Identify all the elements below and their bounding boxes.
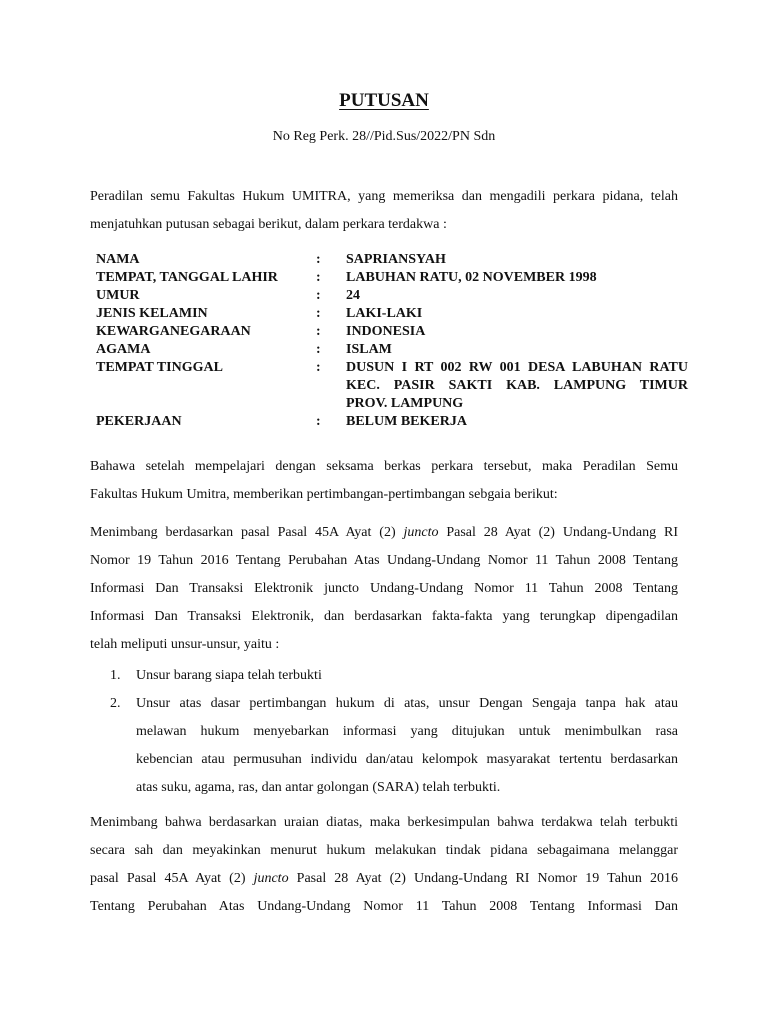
legal-basis-paragraph — [90, 519, 678, 659]
registration-number: No Reg Perk. 28//Pid.Sus/2022/PN Sdn — [272, 129, 496, 144]
paragraph-line: telah meliputi unsur-unsur, yaitu : — [90, 637, 280, 652]
defendant-identity-table — [96, 251, 688, 431]
paragraph-line: secara sah dan meyakinkan menurut hukum melakukan tindak pidana sebagaimana melanggar — [90, 843, 678, 858]
intro-line: Peradilan semu Fakultas Hukum UMITRA, yang memeriksa dan mengadili perkara pidana, telah — [90, 189, 678, 204]
list-line: Unsur barang siapa telah terbukti — [136, 668, 322, 683]
list-item — [110, 690, 678, 802]
identity-value-line: LABUHAN RATU, 02 NOVEMBER 1998 — [346, 270, 597, 285]
paragraph-line: Menimbang bahwa berdasarkan uraian diatas, maka berkesimpulan bahwa terdakwa telah terbukti — [90, 815, 678, 830]
identity-label: KEWARGANEGARAAN — [96, 324, 251, 339]
identity-row-pekerjaan — [96, 413, 688, 431]
identity-label: AGAMA — [96, 342, 151, 357]
text-run: pasal Pasal 45A Ayat (2) — [90, 871, 254, 886]
identity-value-line: PROV. LAMPUNG — [346, 396, 464, 411]
intro-paragraph — [90, 183, 678, 239]
italic-term: juncto — [403, 525, 439, 540]
identity-separator: : — [316, 360, 321, 375]
identity-value — [346, 359, 688, 413]
list-number: 2. — [110, 696, 121, 711]
paragraph-line — [90, 865, 678, 893]
paragraph-line: Nomor 19 Tahun 2016 Tentang Perubahan Atas Undang-Undang Nomor 11 Tahun 2008 Tentang — [90, 553, 678, 568]
document-title: PUTUSAN — [339, 90, 429, 111]
identity-value-line: SAPRIANSYAH — [346, 252, 446, 267]
identity-value — [346, 305, 688, 323]
identity-separator: : — [316, 324, 321, 339]
identity-label: JENIS KELAMIN — [96, 306, 208, 321]
identity-row-ttl — [96, 269, 688, 287]
list-text — [136, 662, 678, 690]
identity-separator: : — [316, 252, 321, 267]
identity-row-nama — [96, 251, 688, 269]
identity-row-jenis-kelamin — [96, 305, 688, 323]
paragraph-line: Bahawa setelah mempelajari dengan seksama berkas perkara tersebut, maka Peradilan Semu — [90, 459, 678, 474]
list-text — [136, 690, 678, 802]
italic-term: juncto — [253, 871, 289, 886]
identity-label: UMUR — [96, 288, 140, 303]
paragraph-line — [90, 519, 678, 547]
identity-value-line: LAKI-LAKI — [346, 306, 423, 321]
identity-value-line: DUSUN I RT 002 RW 001 DESA LABUHAN RATU — [346, 360, 688, 375]
list-line: atas suku, agama, ras, dan antar golongan (SARA) telah terbukti. — [136, 780, 501, 795]
identity-label: NAMA — [96, 252, 140, 267]
elements-list — [110, 662, 678, 802]
identity-value-line: ISLAM — [346, 342, 392, 357]
identity-separator: : — [316, 342, 321, 357]
paragraph-line: Tentang Perubahan Atas Undang-Undang Nomor 11 Tahun 2008 Tentang Informasi Dan — [90, 899, 678, 914]
identity-row-tempat-tinggal — [96, 359, 688, 413]
conclusion-paragraph — [90, 809, 678, 921]
text-run: Pasal 28 Ayat (2) Undang-Undang RI — [438, 525, 678, 540]
list-item — [110, 662, 678, 690]
list-number: 1. — [110, 668, 121, 683]
identity-row-umur — [96, 287, 688, 305]
paragraph-line: Informasi Dan Transaksi Elektronik juncto Undang-Undang Nomor 11 Tahun 2008 Tentang — [90, 581, 678, 596]
identity-label: TEMPAT, TANGGAL LAHIR — [96, 270, 278, 285]
identity-row-agama — [96, 341, 688, 359]
identity-value — [346, 251, 688, 269]
text-run: Menimbang berdasarkan pasal Pasal 45A Ayat (2) — [90, 525, 404, 540]
identity-value — [346, 413, 688, 431]
list-line: Unsur atas dasar pertimbangan hukum di atas, unsur Dengan Sengaja tanpa hak atau — [136, 696, 678, 711]
identity-value — [346, 269, 688, 287]
identity-value-line: 24 — [346, 288, 360, 303]
identity-row-kewarganegaraan — [96, 323, 688, 341]
identity-value — [346, 341, 688, 359]
paragraph-line: Fakultas Hukum Umitra, memberikan pertimbangan-pertimbangan sebgaia berikut: — [90, 487, 558, 502]
identity-separator: : — [316, 288, 321, 303]
identity-value-line: BELUM BEKERJA — [346, 414, 467, 429]
identity-value — [346, 323, 688, 341]
intro-line: menjatuhkan putusan sebagai berikut, dalam perkara terdakwa : — [90, 217, 447, 232]
list-line: melawan hukum menyebarkan informasi yang ditujukan untuk menimbulkan rasa — [136, 724, 678, 739]
identity-value-line: INDONESIA — [346, 324, 426, 339]
text-run: Pasal 28 Ayat (2) Undang-Undang RI Nomor 19 Tahun 2016 — [288, 871, 678, 886]
paragraph-line: Informasi Dan Transaksi Elektronik, dan berdasarkan fakta-fakta yang terungkap dipengadilan — [90, 609, 678, 624]
identity-label: TEMPAT TINGGAL — [96, 360, 223, 375]
identity-separator: : — [316, 414, 321, 429]
identity-label: PEKERJAAN — [96, 414, 182, 429]
identity-value — [346, 287, 688, 305]
identity-separator: : — [316, 270, 321, 285]
consideration-paragraph — [90, 453, 678, 509]
identity-separator: : — [316, 306, 321, 321]
list-line: kebencian atau permusuhan individu dan/atau kelompok masyarakat tertentu berdasarkan — [136, 752, 678, 767]
identity-value-line: KEC. PASIR SAKTI KAB. LAMPUNG TIMUR — [346, 378, 688, 393]
